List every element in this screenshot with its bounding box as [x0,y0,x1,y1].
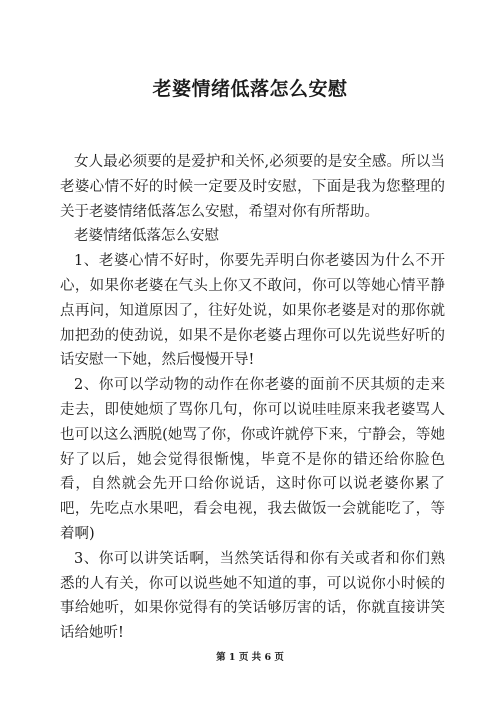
tip-paragraph-3: 3、你可以讲笑话啊，当然笑话得和你有关或者和你们熟悉的人有关，你可以说些她不知道的事，可以说你小时候的事给她听，如果你觉得有的笑话够厉害的话，你就直接讲笑话给她听! [60,550,445,642]
intro-paragraph: 女人最必须要的是爱护和关怀,必须要的是安全感。所以当老婆心情不好的时候一定要及时安慰，下面是我为您整理的关于老婆情绪低落怎么安慰，希望对你有所帮助。 [60,154,445,220]
tip-paragraph-1: 1、老婆心情不好时，你要先弄明白你老婆因为什么不开心，如果你老婆在气头上你又不敢问，你可以等她心情平静点再问，知道原因了，往好处说，如果你老婆是对的那你就加把劲的使劲说，如果不是你老婆占理你可以先说些好听的话安慰一下她，然后慢慢开导! [60,253,445,369]
page-number-footer: 第 1 页 共 6 页 [216,652,284,663]
document-body [60,150,445,646]
document-title: 老婆情绪低落怎么安慰 [152,78,348,100]
tip-paragraph-2: 2、你可以学动物的动作在你老婆的面前不厌其烦的走来走去，即使她烦了骂你几句，你可以说哇哇原来我老婆骂人也可以这么洒脱(她骂了你，你或许就停下来，宁静会，等她好了以后，她会觉得很惭愧，毕竟不是你的错还给你脸色看，自然就会先开口给你说话，这时你可以说老婆你累了吧，先吃点水果吧，看会电视，我去做饭一会就能吃了，等着啊) [60,377,445,542]
section-heading: 老婆情绪低落怎么安慰 [74,228,219,245]
